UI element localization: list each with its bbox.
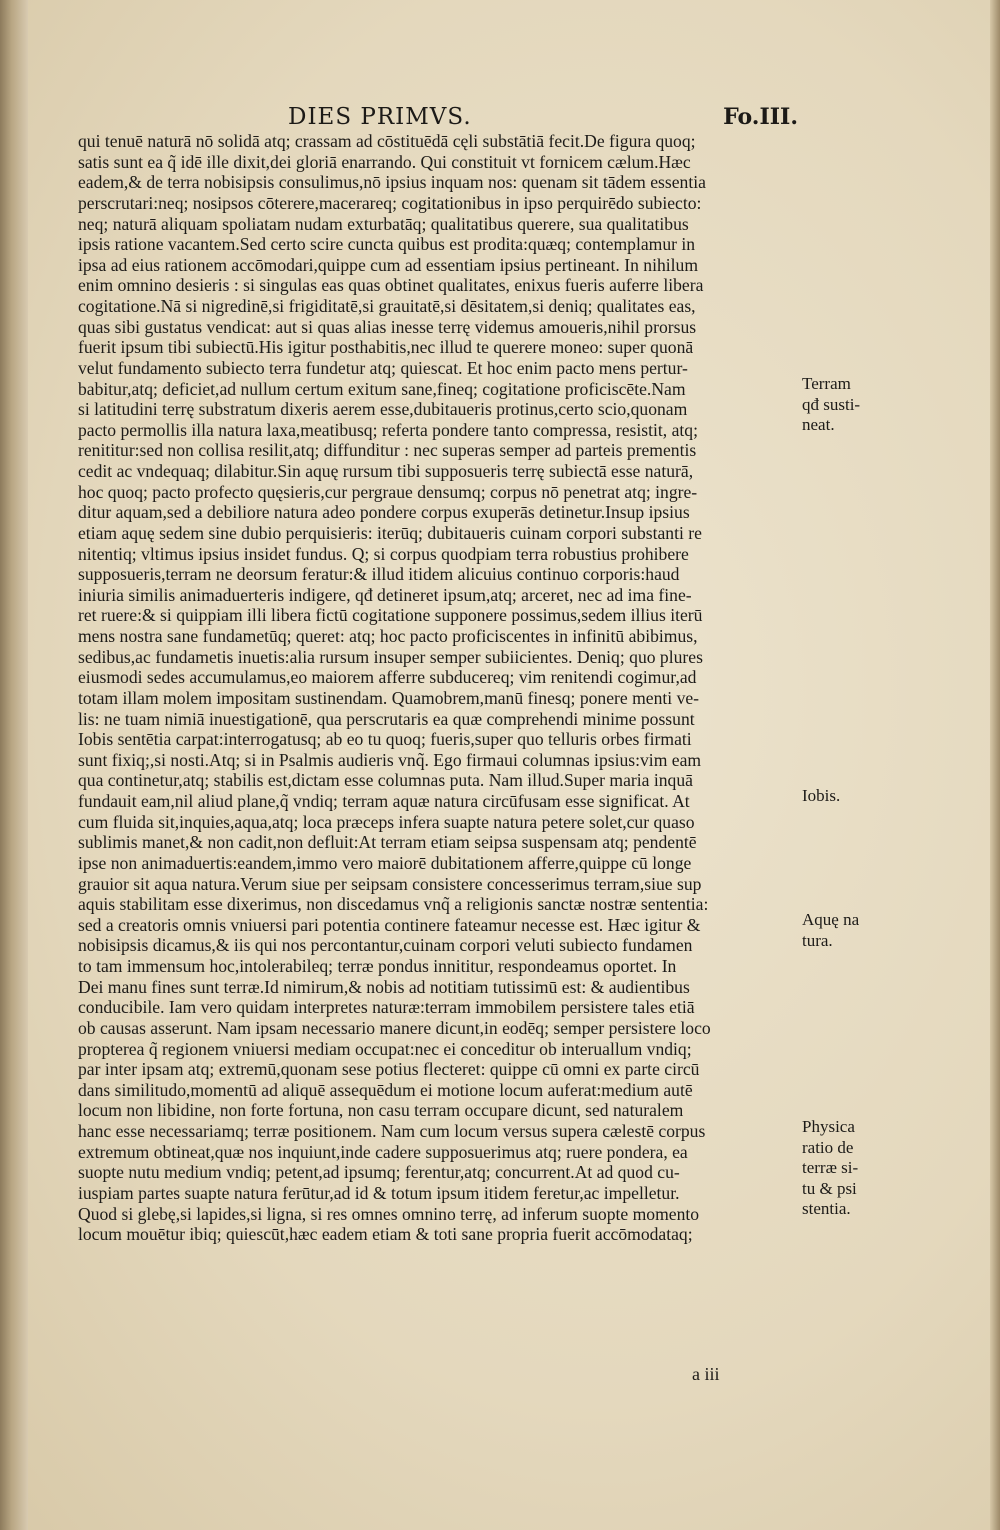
text-line: Quod si glebę,si lapides,si ligna, si res omnes omnino terrę, ad inferum suopte momento xyxy=(78,1203,700,1224)
text-line: qui tenuē naturā nō solidā atq; crassam ad cōstituēdā cęli substātiā fecit.De figura quoq; xyxy=(78,131,696,151)
text-line: babitur,atq; deficiet,ad nullum certum exitum sane,fineq; cogitatione proficiscēte.Nam xyxy=(78,378,686,399)
margin-note-line: neat. xyxy=(802,415,835,435)
text-line: par inter ipsam atq; extremū,quonam sese potius flecteret: quippe cū omni ex parte circū xyxy=(78,1059,700,1080)
text-line: aquis stabilitam esse dixerimus, non discedamus vnq̃ a religionis sanctæ nostræ sententia: xyxy=(78,894,709,915)
text-line: dans similitudo,momentū ad aliquē assequēdum ei motione locum auferat:medium autē xyxy=(78,1079,693,1100)
text-line: eiusmodi sedes accumulamus,eo maiorem afferre subducereq; vim renitendi cogimur,ad xyxy=(78,667,697,688)
margin-note-line: tura. xyxy=(802,930,833,950)
text-line: ipsa ad eius rationem accōmodari,quippe cum ad essentiam ipsius pertineant. In nihilum xyxy=(78,254,699,275)
text-line: mens nostra sane fundametūq; queret: atq; hoc pacto proficiscentes in infinitū abibimus, xyxy=(78,626,698,646)
running-title: DIES PRIMVS. xyxy=(288,104,472,130)
text-line: cum fluida sit,inquies,aqua,atq; loca præceps infera suapte natura petere solet,cur quaso xyxy=(78,811,695,832)
folio-number: Fo.III. xyxy=(723,104,798,130)
margin-note-line: terræ si- xyxy=(802,1158,859,1178)
text-line: hoc quoq; pacto profecto quęsieris,cur pergraue densumq; corpus nō penetrat atq; ingre- xyxy=(78,481,698,502)
text-line: ob causas asserunt. Nam ipsam necessario manere dicunt,in eodēq; semper persistere loco xyxy=(78,1017,711,1038)
text-line: cogitatione.Nā si nigredinē,si frigiditatē,si grauitatē,si dēsitatem,si deniq; qualitates eas, xyxy=(78,296,696,316)
text-line: iuspiam partes suapte natura ferūtur,ad id & totum ipsum itidem feretur,ac impelletur. xyxy=(78,1182,680,1203)
text-line: si latitudini terrę substratum dixeris aerem esse,dubitaueris protinus,certo scio,quonam xyxy=(78,399,688,420)
text-line: quas sibi gustatus vendicat: aut si quas alias inesse terrę videmus amoueris,nihil prorsus xyxy=(78,316,697,337)
text-line: neq; naturā aliquam spoliatam nudam exturbatāq; qualitatibus querere, sua qualitatibus xyxy=(78,213,689,234)
text-line: sunt fixiq;,si nosti.Atq; si in Psalmis audieris vnq̃. Ego firmaui columnas ipsius:vim eam xyxy=(78,749,702,770)
text-line: propterea q̃ regionem vniuersi mediam occupat:nec ei conceditur ob interuallum vndiq; xyxy=(78,1038,692,1059)
text-line: lis: ne tuam nimiā inuestigationē, qua perscrutaris ea quæ comprehendi minime possunt xyxy=(78,708,695,729)
binding-gutter xyxy=(0,0,28,1530)
text-line: ipsis ratione vacantem.Sed certo scire cuncta quibus est prodita:quæq; contemplamur in xyxy=(78,234,696,255)
text-line: fuerit ipsum tibi subiectū.His igitur posthabitis,nec illud te querere moneo: super quonā xyxy=(78,337,694,358)
signature-mark: a iii xyxy=(692,1364,720,1384)
text-line: ret ruere:& si quippiam illi libera fictū cogitatione supponere possimus,sedem illius iterū xyxy=(78,605,703,626)
text-line: locum mouētur ibiq; quiescūt,hæc eadem etiam & toti sane propria fuerit accōmodataq; xyxy=(78,1224,693,1245)
text-line: totam illam molem impositam sustinendam. Quamobrem,manū finesq; ponere menti ve- xyxy=(78,687,700,708)
text-line: to tam immensum hoc,intolerabileq; terræ pondus innititur, respondeamus oportet. In xyxy=(78,956,677,976)
text-line: renititur:sed non collisa resilit,atq; diffunditur : nec superas semper ad parteis prementis xyxy=(78,440,697,461)
text-line: enim omnino desieris : si singulas eas quas obtinet qualitates, enixus fueris auferre libera xyxy=(78,275,704,296)
text-line: grauior sit aqua natura.Verum siue per seipsam consistere concesserimus terram,siue sup xyxy=(78,873,702,894)
text-line: qua continetur,atq; stabilis est,dictam esse columnas puta. Nam illud.Super maria inquā xyxy=(78,770,693,791)
margin-note-line: ratio de xyxy=(802,1137,854,1157)
text-line: suopte nutu medium vndiq; petent,ad ipsumq; ferentur,atq; concurrent.At ad quod cu- xyxy=(78,1162,680,1183)
text-line: conducibile. Iam vero quidam interpretes naturæ:terram immobilem persistere tales etiā xyxy=(78,997,695,1018)
text-line: satis sunt ea q̃ idē ille dixit,dei gloriā enarrando. Qui constituit vt fornicem cælum.Hæc xyxy=(78,151,691,172)
text-line: ipse non animaduertis:eandem,immo vero maiorē dubitationem afferre,quippe cū longe xyxy=(78,852,692,873)
text-line: sublimis manet,& non cadit,non defluit:At terram etiam seipsa suspensam atq; pendentē xyxy=(78,832,697,853)
main-text-block xyxy=(78,131,798,1245)
margin-note-iobis xyxy=(802,786,892,807)
text-line: extremum obtineat,quæ nos inquiunt,inde cadere supposuerimus atq; ruere pondera, ea xyxy=(78,1141,688,1162)
text-line: eadem,& de terra nobisipsis consulimus,nō ipsius inquam nos: quenam sit tādem essentia xyxy=(78,172,706,193)
page-edge xyxy=(990,0,1000,1530)
text-line: ditur aquam,sed a debiliore natura adeo pondere corpus exuperās detinetur.Insup ipsius xyxy=(78,502,690,523)
text-line: cedit ac vndequaq; dilabitur.Sin aquę rursum tibi supposueris terrę subiectā esse naturā, xyxy=(78,461,694,481)
text-line: supposueris,terram ne deorsum feratur:& illud itidem alicuius continuo corporis:haud xyxy=(78,564,680,585)
margin-note-line: Terram xyxy=(802,374,851,393)
text-line: iniuria similis animaduerteris indigere, qđ detineret ipsum,atq; arceret, nec ad ima fine- xyxy=(78,584,692,605)
text-line: Dei manu fines sunt terræ.Id nimirum,& nobis ad notitiam tutissimū est: & audientibus xyxy=(78,976,690,997)
margin-note-line: qđ susti- xyxy=(802,394,861,414)
margin-note-physica-ratio xyxy=(802,1117,892,1220)
text-line: sedibus,ac fundametis inuetis:alia rursum insuper semper subiicientes. Deniq; quo plures xyxy=(78,646,703,667)
text-line: perscrutari:neq; nosipsos cōterere,macerareq; cogitationibus in ipso perquirēdo subiecto: xyxy=(78,192,702,213)
text-line: fundauit eam,nil aliud plane,q̃ vndiq; terram aquæ natura circūfusam esse significat. At xyxy=(78,791,690,811)
margin-note-terram xyxy=(802,374,892,436)
text-line: pacto permollis illa natura laxa,meatibusq; referta pondere tanto compressa, resistit, atq; xyxy=(78,419,698,440)
text-line: etiam aquę sedem sine dubio perquisieris: iterūq; dubitaueris cuinam corpori substanti re xyxy=(78,522,702,543)
margin-note-aque-natura xyxy=(802,910,892,951)
text-line: velut fundamento subiecto terra fundetur atq; quiescat. Et hoc enim pacto mens pertur- xyxy=(78,357,688,378)
margin-note-line: tu & psi xyxy=(802,1178,857,1198)
text-line: nobisipsis dicamus,& iis qui nos percontantur,cuinam corpori veluti subiecto fundamen xyxy=(78,935,693,956)
text-line: locum non libidine, non forte fortuna, non casu terram occupare dicunt, sed naturalem xyxy=(78,1100,684,1121)
margin-note-line: stentia. xyxy=(802,1199,851,1219)
text-line: Iobis sentētia carpat:interrogatusq; ab eo tu quoq; fueris,super quo telluris orbes firmati xyxy=(78,729,692,750)
text-line: sed a creatoris omnis vniuersi pari potentia continere fateamur necesse est. Hæc igitur & xyxy=(78,914,701,935)
text-line: hanc esse necessariamq; terræ positionem. Nam cum locum versus supera cælestē corpus xyxy=(78,1121,706,1141)
margin-note-line: Iobis. xyxy=(802,786,841,805)
margin-note-line: Physica xyxy=(802,1117,855,1136)
margin-note-line: Aquę na xyxy=(802,910,860,929)
text-line: nitentiq; vltimus ipsius insidet fundus. Q; si corpus quodpiam terra robustius prohibere xyxy=(78,543,689,564)
